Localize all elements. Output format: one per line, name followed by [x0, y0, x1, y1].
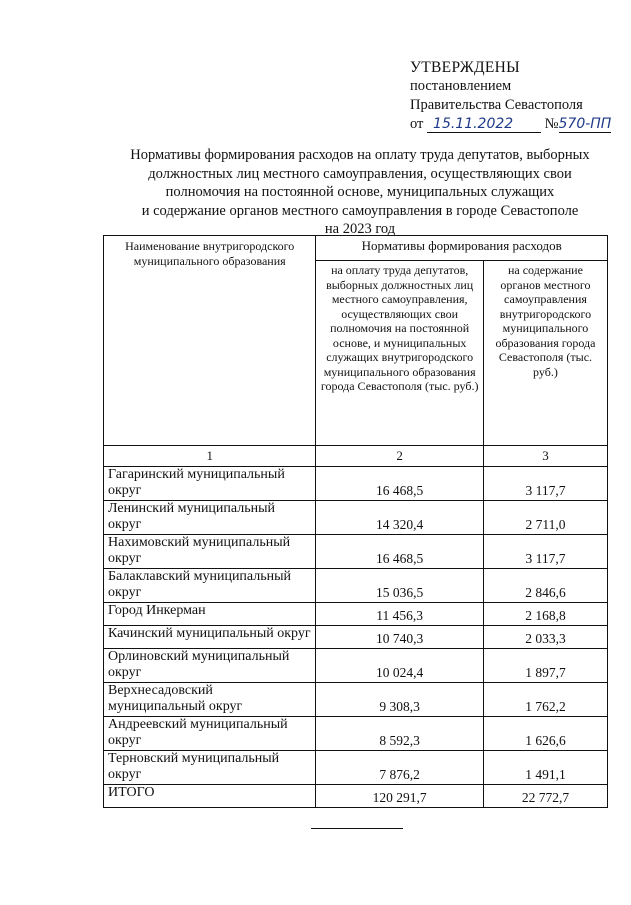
row-maintenance: 3 117,7 [483, 535, 607, 569]
col-number-1: 1 [104, 446, 316, 467]
row-maintenance: 2 846,6 [483, 569, 607, 603]
title-line-2: должностных лиц местного самоуправления, осуществляющих свои [148, 165, 572, 182]
approval-line-1: постановлением [410, 78, 512, 94]
table-row [104, 717, 608, 751]
row-labor: 16 468,5 [316, 467, 483, 501]
date-prefix: от [410, 116, 424, 132]
row-name: Гагаринский муниципальный округ [104, 467, 316, 501]
row-maintenance: 1 626,6 [483, 717, 607, 751]
row-maintenance: 1 491,1 [483, 751, 607, 785]
row-labor: 16 468,5 [316, 535, 483, 569]
row-name: Нахимовский муниципальный округ [104, 535, 316, 569]
table-row [104, 751, 608, 785]
row-name: Орлиновский муниципальный округ [104, 649, 316, 683]
row-name: Качинский муниципальный округ [104, 626, 316, 649]
table-row [104, 649, 608, 683]
table-row [104, 603, 608, 626]
row-maintenance: 3 117,7 [483, 467, 607, 501]
row-name: Ленинский муниципальный округ [104, 501, 316, 535]
row-name: Андреевский муниципальный округ [104, 717, 316, 751]
title-line-5: на 2023 год [324, 221, 396, 237]
approval-title: УТВЕРЖДЕНЫ [410, 59, 520, 76]
table-row [104, 501, 608, 535]
row-labor: 15 036,5 [316, 569, 483, 603]
row-maintenance: 2 711,0 [483, 501, 607, 535]
row-labor: 10 024,4 [316, 649, 483, 683]
row-maintenance: 2 033,3 [483, 626, 607, 649]
handwritten-number: 570-ПП [558, 116, 612, 132]
table-row [104, 535, 608, 569]
group-header: Нормативы формирования расходов [316, 236, 608, 261]
title-line-3: полномочия на постоянной основе, муниципальных служащих [165, 184, 555, 200]
approval-line-2: Правительства Севастополя [410, 97, 583, 113]
table-row [104, 626, 608, 649]
row-labor: 8 592,3 [316, 717, 483, 751]
norms-table [103, 235, 608, 808]
end-divider [311, 828, 403, 829]
col-number-3: 3 [483, 446, 607, 467]
row-maintenance: 1 897,7 [483, 649, 607, 683]
table-row [104, 467, 608, 501]
table-row [104, 569, 608, 603]
row-name: Терновский муниципальный округ [104, 751, 316, 785]
table-row [104, 683, 608, 717]
row-labor: 7 876,2 [316, 751, 483, 785]
total-labor: 120 291,7 [316, 785, 483, 808]
document-title [100, 146, 620, 239]
row-name: Балаклавский муниципальный округ [104, 569, 316, 603]
row-maintenance: 1 762,2 [483, 683, 607, 717]
row-labor: 10 740,3 [316, 626, 483, 649]
approval-block [410, 58, 625, 134]
row-labor: 14 320,4 [316, 501, 483, 535]
total-row [104, 785, 608, 808]
row-labor: 9 308,3 [316, 683, 483, 717]
approval-date-line [410, 115, 625, 134]
handwritten-date: 15.11.2022 [427, 117, 541, 133]
row-name: Город Инкерман [104, 603, 316, 626]
total-maintenance: 22 772,7 [483, 785, 607, 808]
title-line-1: Нормативы формирования расходов на оплату труда депутатов, выборных [130, 147, 590, 163]
row-labor: 11 456,3 [316, 603, 483, 626]
row-maintenance: 2 168,8 [483, 603, 607, 626]
title-line-4: и содержание органов местного самоуправления в городе Севастополе [141, 202, 579, 219]
number-prefix: № [544, 116, 559, 132]
col3-header: на содержание органов местного самоуправления внутригородского муниципального образования города Севастополя (тыс. руб.) [483, 261, 607, 446]
row-name: Верхнесадовский муниципальный округ [104, 683, 316, 717]
col-number-2: 2 [316, 446, 483, 467]
col2-header: на оплату труда депутатов, выборных должностных лиц местного самоуправления, осуществляющих свои полномочия на постоянной основе, и муниципальных служащих внутригородского муниципального образования города Севастополя (тыс. руб.) [316, 261, 483, 446]
col1-header: Наименование внутригородского муниципального образования [104, 236, 316, 446]
total-label: ИТОГО [104, 785, 316, 808]
